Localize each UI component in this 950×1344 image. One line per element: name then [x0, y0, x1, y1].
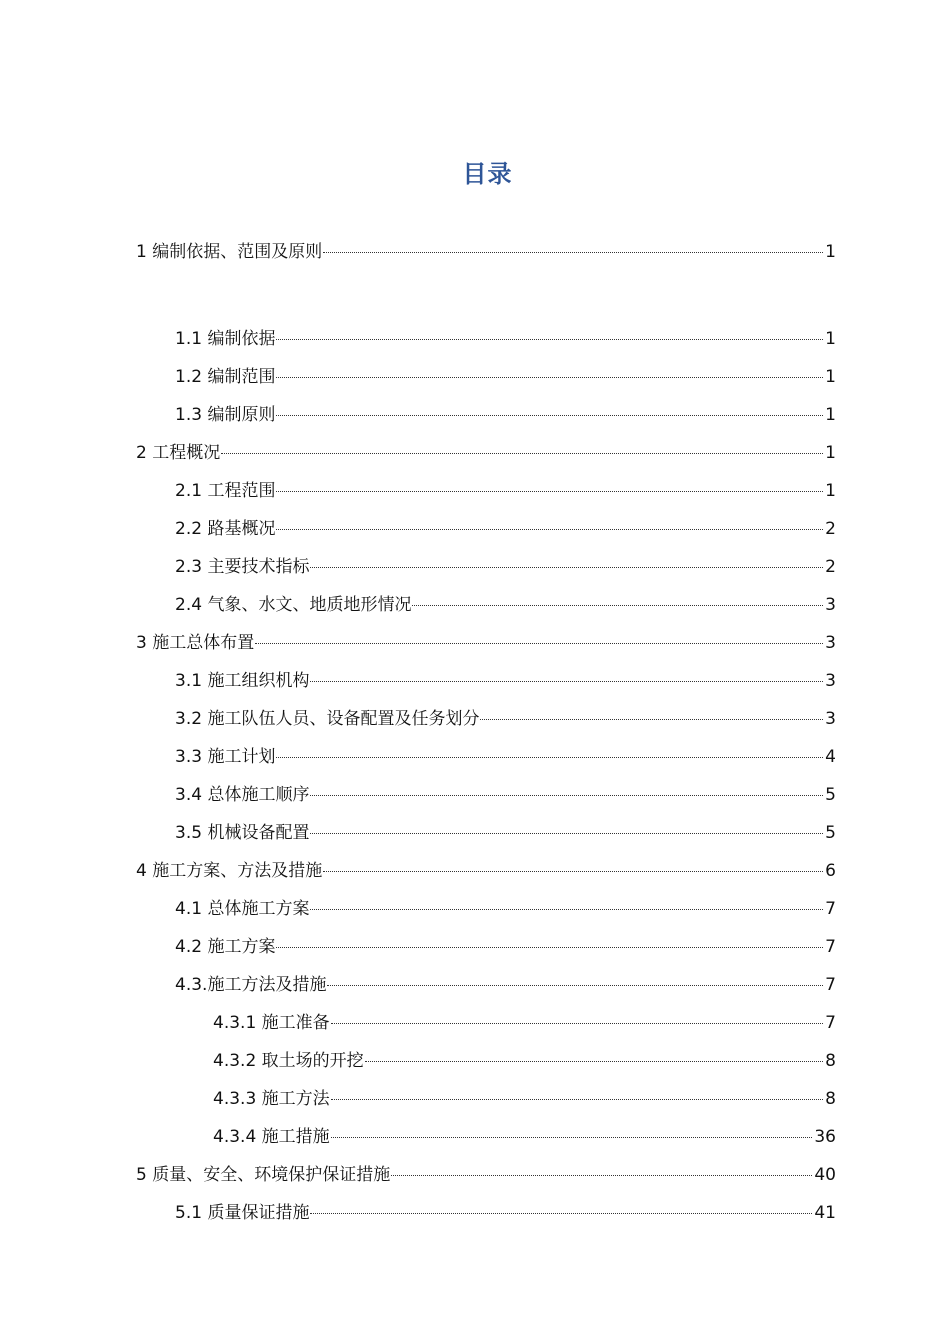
toc-dot-leader: [276, 377, 823, 378]
toc-entry-page-number: 41: [814, 1203, 836, 1223]
toc-entry-page-number: 40: [814, 1165, 836, 1185]
toc-entry-title: 4.3.1 施工准备: [213, 1013, 330, 1033]
toc-entry[interactable]: [213, 1048, 836, 1074]
toc-entry-title: 1 编制依据、范围及原则: [136, 242, 323, 262]
toc-entry-page-number: 8: [825, 1051, 836, 1071]
toc-entry-page-number: 7: [825, 975, 836, 995]
toc-dot-leader: [276, 491, 823, 492]
toc-entry[interactable]: [136, 440, 836, 466]
toc-dot-leader: [276, 529, 823, 530]
toc-entry-page-number: 1: [825, 481, 836, 501]
toc-entry[interactable]: [175, 554, 836, 580]
toc-entry-title: 2.1 工程范围: [175, 481, 276, 501]
toc-dot-leader: [221, 453, 823, 454]
toc-entry[interactable]: [136, 630, 836, 656]
toc-entry-title: 2.4 气象、水文、地质地形情况: [175, 595, 412, 615]
toc-entry-title: 4.3.4 施工措施: [213, 1127, 330, 1147]
toc-entry-page-number: 5: [825, 785, 836, 805]
toc-entry-page-number: 36: [814, 1127, 836, 1147]
toc-entry[interactable]: [175, 1200, 836, 1226]
toc-entry[interactable]: [175, 326, 836, 352]
toc-dot-leader: [310, 909, 823, 910]
toc-dot-leader: [391, 1175, 812, 1176]
toc-entry[interactable]: [136, 858, 836, 884]
toc-entry-title: 4.3.施工方法及措施: [175, 975, 327, 995]
toc-entry-page-number: 5: [825, 823, 836, 843]
toc-entry-title: 3.1 施工组织机构: [175, 671, 310, 691]
toc-entry[interactable]: [175, 364, 836, 390]
toc-entry-page-number: 7: [825, 937, 836, 957]
toc-entry-title: 4.3.3 施工方法: [213, 1089, 330, 1109]
toc-dot-leader: [327, 985, 823, 986]
toc-entry[interactable]: [213, 1010, 836, 1036]
toc-entry-page-number: 1: [825, 405, 836, 425]
toc-entry[interactable]: [175, 592, 836, 618]
toc-entry-page-number: 1: [825, 443, 836, 463]
toc-entry-title: 3.3 施工计划: [175, 747, 276, 767]
toc-entry-page-number: 1: [825, 329, 836, 349]
toc-entry-title: 4 施工方案、方法及措施: [136, 861, 323, 881]
toc-entry-page-number: 3: [825, 595, 836, 615]
toc-dot-leader: [310, 795, 823, 796]
toc-entry-title: 5.1 质量保证措施: [175, 1203, 310, 1223]
toc-entry[interactable]: [175, 744, 836, 770]
toc-entry-title: 2 工程概况: [136, 443, 221, 463]
toc-dot-leader: [310, 681, 823, 682]
toc-entry[interactable]: [175, 668, 836, 694]
toc-entry[interactable]: [175, 402, 836, 428]
toc-entry[interactable]: [175, 706, 836, 732]
toc-dot-leader: [276, 757, 823, 758]
toc-entry-page-number: 6: [825, 861, 836, 881]
toc-entry[interactable]: [175, 782, 836, 808]
toc-entry-page-number: 3: [825, 671, 836, 691]
toc-dot-leader: [276, 415, 823, 416]
toc-entry-page-number: 2: [825, 557, 836, 577]
toc-entry-title: 3.5 机械设备配置: [175, 823, 310, 843]
toc-entry-page-number: 1: [825, 367, 836, 387]
toc-entry[interactable]: [175, 820, 836, 846]
toc-entry-page-number: 7: [825, 1013, 836, 1033]
toc-dot-leader: [276, 339, 823, 340]
toc-entry-page-number: 1: [825, 242, 836, 262]
toc-dot-leader: [310, 833, 823, 834]
toc-entry-title: 1.1 编制依据: [175, 329, 276, 349]
toc-dot-leader: [331, 1023, 824, 1024]
toc-entry-title: 3 施工总体布置: [136, 633, 255, 653]
toc-dot-leader: [331, 1099, 824, 1100]
toc-entry[interactable]: [175, 478, 836, 504]
toc-entry[interactable]: [213, 1124, 836, 1150]
toc-title: 目录: [462, 160, 513, 188]
toc-entry-title: 3.4 总体施工顺序: [175, 785, 310, 805]
toc-entry-page-number: 8: [825, 1089, 836, 1109]
toc-entry[interactable]: [213, 1086, 836, 1112]
toc-entry[interactable]: [175, 516, 836, 542]
toc-entry-title: 2.2 路基概况: [175, 519, 276, 539]
toc-entry[interactable]: [136, 1162, 836, 1188]
toc-entry-page-number: 2: [825, 519, 836, 539]
toc-entry-title: 2.3 主要技术指标: [175, 557, 310, 577]
toc-dot-leader: [255, 643, 823, 644]
toc-dot-leader: [331, 1137, 813, 1138]
toc-entry-title: 4.1 总体施工方案: [175, 899, 310, 919]
toc-dot-leader: [310, 1213, 812, 1214]
toc-dot-leader: [323, 871, 823, 872]
toc-dot-leader: [323, 252, 823, 253]
toc-entry[interactable]: [136, 239, 836, 265]
toc-entry-title: 4.3.2 取土场的开挖: [213, 1051, 364, 1071]
toc-entry-title: 1.2 编制范围: [175, 367, 276, 387]
toc-dot-leader: [310, 567, 823, 568]
toc-dot-leader: [412, 605, 823, 606]
toc-dot-leader: [276, 947, 823, 948]
toc-entry[interactable]: [175, 896, 836, 922]
toc-entry-page-number: 4: [825, 747, 836, 767]
toc-dot-leader: [365, 1061, 824, 1062]
toc-entry-page-number: 7: [825, 899, 836, 919]
toc-entry-title: 1.3 编制原则: [175, 405, 276, 425]
toc-entry-title: 3.2 施工队伍人员、设备配置及任务划分: [175, 709, 480, 729]
toc-entry[interactable]: [175, 972, 836, 998]
toc-entry-title: 4.2 施工方案: [175, 937, 276, 957]
toc-dot-leader: [480, 719, 823, 720]
toc-entry-title: 5 质量、安全、环境保护保证措施: [136, 1165, 391, 1185]
toc-entry-page-number: 3: [825, 709, 836, 729]
toc-entry-page-number: 3: [825, 633, 836, 653]
toc-entry[interactable]: [175, 934, 836, 960]
